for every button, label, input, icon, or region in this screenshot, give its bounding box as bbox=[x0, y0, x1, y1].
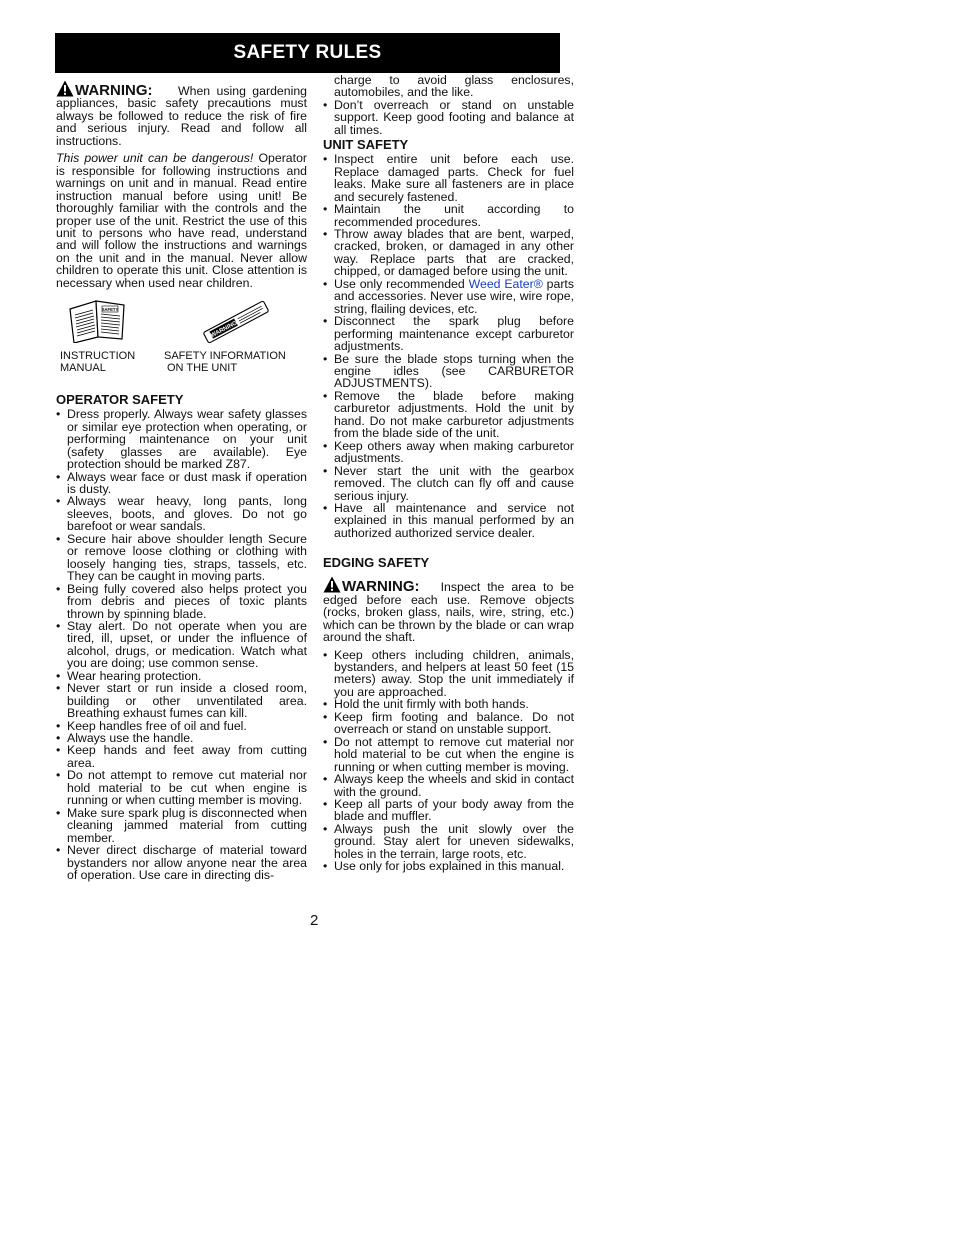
list-item: • Keep all parts of your body away from the blade and muffler. bbox=[323, 798, 574, 823]
unit-safety-list bbox=[323, 153, 574, 539]
list-item: • Have all maintenance and service not explained in this manual performed by an authorized authorized service dealer. bbox=[323, 502, 574, 539]
list-item: • Keep handles free of oil and fuel. bbox=[56, 720, 307, 732]
section-title-bar bbox=[55, 33, 560, 73]
right-column bbox=[323, 74, 574, 873]
list-item: • Keep hands and feet away from cutting area. bbox=[56, 744, 307, 769]
list-item: • Keep others including children, animals, bystanders, and helpers at least 50 feet (15 meters) away. Stop the unit immediately if you are approached. bbox=[323, 649, 574, 699]
list-item: • Being fully covered also helps protect you from debris and pieces of toxic plants thrown by spinning blade. bbox=[56, 583, 307, 620]
warning-triangle-icon bbox=[56, 80, 74, 97]
list-item: • Disconnect the spark plug before performing maintenance except carburetor adjustments. bbox=[323, 315, 574, 352]
safety-label-strip-icon bbox=[196, 299, 276, 345]
list-item: • Do not attempt to remove cut material nor hold material to be cut when the engine is running or when cutting member is moving. bbox=[323, 736, 574, 773]
page-number: 2 bbox=[310, 912, 319, 929]
list-item: • Maintain the unit according to recommended procedures. bbox=[323, 203, 574, 228]
list-item: • Use only for jobs explained in this manual. bbox=[323, 860, 574, 872]
list-item: • Always push the unit slowly over the ground. Stay alert for uneven sidewalks, holes in the terrain, large roots, etc. bbox=[323, 823, 574, 860]
list-item: • Always use the handle. bbox=[56, 732, 307, 744]
book-cover-text: SAFETY bbox=[101, 307, 119, 313]
list-item: • Never start the unit with the gearbox removed. The clutch can fly off and cause serious injury. bbox=[323, 465, 574, 502]
list-item: • Keep others away when making carburetor adjustments. bbox=[323, 440, 574, 465]
list-item: • Remove the blade before making carburetor adjustments. Hold the unit by hand. Do not make carburetor adjustments from the blade side of the unit. bbox=[323, 390, 574, 440]
list-item: • Be sure the blade stops turning when the engine idles (see CARBURETOR ADJUSTMENTS). bbox=[323, 353, 574, 390]
edging-safety-list bbox=[323, 649, 574, 873]
instruction-manual-icon bbox=[66, 297, 128, 343]
list-item: • Wear hearing protection. bbox=[56, 670, 307, 682]
list-item: • Secure hair above shoulder length Secure or remove loose clothing or clothing with loosely hanging ties, straps, tassels, etc. They can be caught in moving parts. bbox=[56, 533, 307, 583]
list-item: • Always wear face or dust mask if operation is dusty. bbox=[56, 471, 307, 496]
unit-label: SAFETY INFORMATION ON THE UNIT bbox=[164, 350, 286, 375]
manual-label: INSTRUCTION MANUAL bbox=[60, 350, 136, 375]
strip-text: WARNING bbox=[210, 320, 239, 340]
list-item: • Make sure spark plug is disconnected when cleaning jammed material from cutting member. bbox=[56, 807, 307, 844]
danger-italic: This power unit can be dangerous! bbox=[56, 151, 254, 166]
list-item: • Inspect entire unit before each use. Replace damaged parts. Check for fuel leaks. Make sure all fasteners are in place and securely fastened. bbox=[323, 153, 574, 203]
operator-safety-heading: OPERATOR SAFETY bbox=[56, 392, 184, 408]
list-item-use-only: • Use only recommended Weed Eater® parts and accessories. Never use wire, wire rope, string, flailing devices, etc. bbox=[323, 278, 574, 315]
warning-text: Inspect the area to be edged before each use. Remove objects (rocks, broken glass, nails, wire, string, etc.) which can be thrown by the blade or can wrap around the shaft. bbox=[323, 580, 575, 645]
continued-text: charge to avoid glass enclosures, automobiles, and the like. bbox=[334, 73, 574, 100]
list-item: • Always keep the wheels and skid in contact with the ground. bbox=[323, 773, 574, 798]
list-item: • Don’t overreach or stand on unstable support. Keep good footing and balance at all times. bbox=[323, 99, 574, 136]
list-item: • Never start or run inside a closed room, building or other unventilated area. Breathing exhaust fumes can kill. bbox=[56, 682, 307, 719]
list-item: • Always wear heavy, long pants, long sleeves, boots, and gloves. Do not go barefoot or wear sandals. bbox=[56, 495, 307, 532]
brand-name: Weed Eater® bbox=[468, 276, 543, 291]
list-item: • Keep firm footing and balance. Do not overreach or stand on unstable support. bbox=[323, 711, 574, 736]
list-item: • Dress properly. Always wear safety glasses or similar eye protection when operating, or performing maintenance on your unit (safety glasses are available). Eye protection should be marked Z87. bbox=[56, 408, 307, 470]
danger-paragraph bbox=[56, 152, 307, 289]
warning-label: WARNING: bbox=[342, 578, 420, 596]
page-title: SAFETY RULES bbox=[233, 42, 382, 63]
list-item: • Never direct discharge of material toward bystanders nor allow anyone near the area of operation. Use care in directing dis- bbox=[56, 844, 307, 881]
warning-triangle-icon bbox=[323, 576, 341, 593]
operator-safety-list bbox=[56, 408, 307, 881]
unit-safety-heading: UNIT SAFETY bbox=[323, 137, 409, 153]
left-column bbox=[56, 80, 307, 881]
list-item: • Do not attempt to remove cut material nor hold material to be cut when engine is running or when cutting member is moving. bbox=[56, 769, 307, 806]
warning-text: When using gardening appliances, basic safety precautions must always be followed to reduce the risk of fire and serious injury. Read and follow all instructions. bbox=[56, 84, 307, 148]
list-item: • Hold the unit firmly with both hands. bbox=[323, 698, 574, 710]
list-item: • Throw away blades that are bent, warped, cracked, broken, or damaged in any other way. Replace parts that are cracked, chipped, or damaged before using the unit. bbox=[323, 228, 574, 278]
list-item: • Stay alert. Do not operate when you are tired, ill, upset, or under the influence of alcohol, drugs, or medication. Watch what you are doing; use common sense. bbox=[56, 620, 307, 670]
continued-list bbox=[323, 99, 574, 136]
edging-safety-heading: EDGING SAFETY bbox=[323, 555, 430, 571]
edging-warning bbox=[323, 576, 574, 643]
figures-row bbox=[56, 297, 307, 387]
intro-warning bbox=[56, 80, 307, 147]
danger-text: Operator is responsible for following instructions and warnings on unit and in manual. Read entire instruction manual before using unit! Be thoroughly familiar with the controls and the proper use of the unit. Restrict the use of this unit to persons who have read, understand and will follow the instructions and warnings on the unit and in the manual. Never allow children to operate this unit. Close attention is necessary when used near children. bbox=[56, 151, 308, 290]
warning-label: WARNING: bbox=[75, 82, 153, 99]
